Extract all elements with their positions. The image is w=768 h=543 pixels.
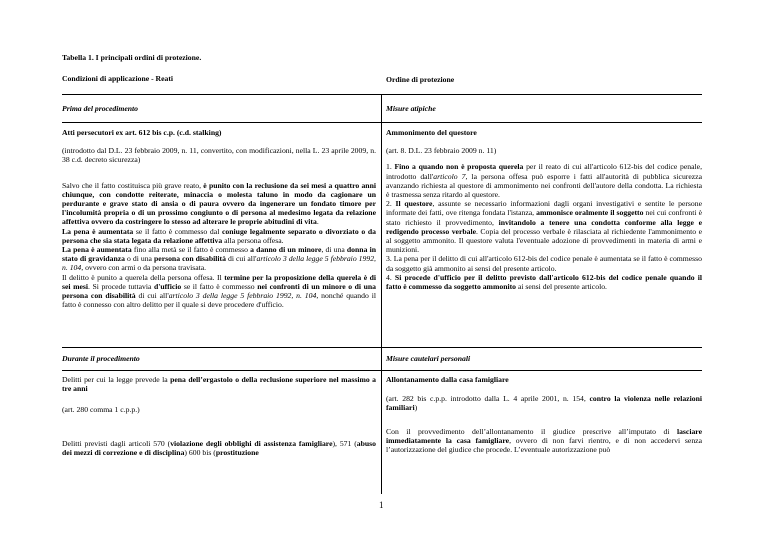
table-title: Tabella 1. I principali ordini di protezione.: [62, 53, 202, 62]
section1-heading-rule: [62, 122, 702, 123]
section1-right-title: Ammonimento del questore: [386, 128, 477, 137]
section1-right-ref: (art. 8. D.L. 23 febbraio 2009 n. 11): [386, 146, 497, 156]
section2-left-cell: [62, 375, 376, 457]
section1-right-item3: 3. La pena per il delitto di cui all'articolo 612-bis del codice penale è aumentata se il fatto è commesso da soggetto già ammonito ai sensi del presente articolo.: [386, 254, 702, 273]
section1-left-para4: Il delitto è punito a querela della persona offesa. Il termine per la proposizione della querela è di sei mesi. Si procede tuttavia d'ufficio se il fatto è commesso nei confronti di un minore o di una persona con disabilità di cui all'articolo 3 della legge 5 febbraio 1992, n. 104, nonché quando il fatto è connesso con altro delitto per il quale si deve procedere d'ufficio.: [62, 272, 376, 310]
column-divider: [381, 94, 382, 494]
section1-left-title: Atti persecutori ex art. 612 bis c.p. (c.d. stalking): [62, 128, 222, 137]
section2-left-heading: Durante il procedimento: [62, 354, 140, 363]
section1-right-heading: Misure atipiche: [386, 104, 436, 113]
section2-right-heading: Misure cautelari personali: [386, 354, 471, 363]
section1-left-ref: (introdotto dal D.L. 23 febbraio 2009, n. 11, convertito, con modificazioni, nella L. 23 aprile 2009, n. 38 c.d. decreto sicurezza): [62, 146, 376, 165]
section2-left-ref: (art. 280 comma 1 c.p.p.): [62, 405, 140, 415]
section2-right-cell: [386, 375, 702, 454]
section1-left-para2: La pena è aumentata se il fatto è commesso dal coniuge legalmente separato o divorziato o da persona che sia stata legata da relazione affettiva alla persona offesa.: [62, 226, 376, 245]
section2-right-body: Con il provvedimento dell’allontanamento il giudice prescrive all’imputato di lasciare immediatamente la casa famigliare, ovvero di non farvi rientro, e di non accedervi senza l’autorizzazione del giudice che procede. L’eventuale autorizzazione può: [386, 426, 702, 455]
section1-left-cell: [62, 128, 376, 309]
section2-left-body: Delitti previsti dagli articoli 570 (violazione degli obblighi di assistenza famigliare), 571 (abuso dei mezzi di correzione e di disciplina) 600 bis (prostituzione: [62, 438, 377, 457]
section2-left-title: Delitti per cui la legge prevede la pena dell’ergastolo o della reclusione superiore nel massimo a tre anni: [62, 375, 377, 394]
col-right-header: Ordine di protezione: [386, 75, 455, 84]
section2-heading-rule: [62, 370, 702, 371]
col-left-header: Condizioni di applicazione - Reati: [62, 74, 174, 83]
section2-top-rule: [62, 347, 702, 348]
section1-right-item1: 1. Fino a quando non è proposta querela per il reato di cui all'articolo 612-bis del codice penale, introdotto dall'articolo 7, la persona offesa può esporre i fatti all'autorità di pubblica sicurezza avanzando richiesta al questore di ammonimento nei confronti dell'autore della condotta. La richiesta è trasmessa senza ritardo al questore.: [386, 162, 702, 200]
section1-left-para1: Salvo che il fatto costituisca più grave reato, è punito con la reclusione da sei mesi a quattro anni chiunque, con condotte reiterate, minaccia o molesta taluno in modo da cagionare un perdurante e grave stato di ansia o di paura ovvero da ingenerare un fondato timore per l'incolumità propria o di un prossimo congiunto o di persona al medesimo legata da relazione affettiva ovvero da costringere lo stesso ad alterare le proprie abitudini di vita.: [62, 180, 376, 227]
page-number: 1: [379, 500, 384, 510]
table-top-rule: [62, 94, 702, 95]
section1-right-cell: [386, 128, 702, 291]
section1-left-heading: Prima del procedimento: [62, 104, 139, 113]
section1-left-para3: La pena è aumentata fino alla metà se il fatto è commesso a danno di un minore, di una donna in stato di gravidanza o di una persona con disabilità di cui all'articolo 3 della legge 5 febbraio 1992, n. 104, ovvero con armi o da persona travisata.: [62, 245, 376, 273]
section1-right-item4: 4. Si procede d'ufficio per il delitto previsto dall'articolo 612-bis del codice penale quando il fatto è commesso da soggetto ammonito ai sensi del presente articolo.: [386, 272, 703, 292]
section2-right-ref: (art. 282 bis c.p.p. introdotto dalla L. 4 aprile 2001, n. 154, contro la violenza nelle relazioni familiari): [386, 394, 702, 413]
section1-right-item2: 2. Il questore, assunte se necessario informazioni dagli organi investigativi e sentite le persone informate dei fatti, ove ritenga fondata l'istanza, ammonisce oralmente il soggetto nei cui confronti è stato richiesto il provvedimento, invitandolo a tenere una condotta conforme alla legge e redigendo processo verbale. Copia del processo verbale è rilasciata al richiedente l'ammonimento e al soggetto ammonito. Il questore valuta l'eventuale adozione di provvedimenti in materia di armi e munizioni.: [386, 199, 703, 255]
section2-right-title: Allontanamento dalla casa famigliare: [386, 375, 509, 384]
